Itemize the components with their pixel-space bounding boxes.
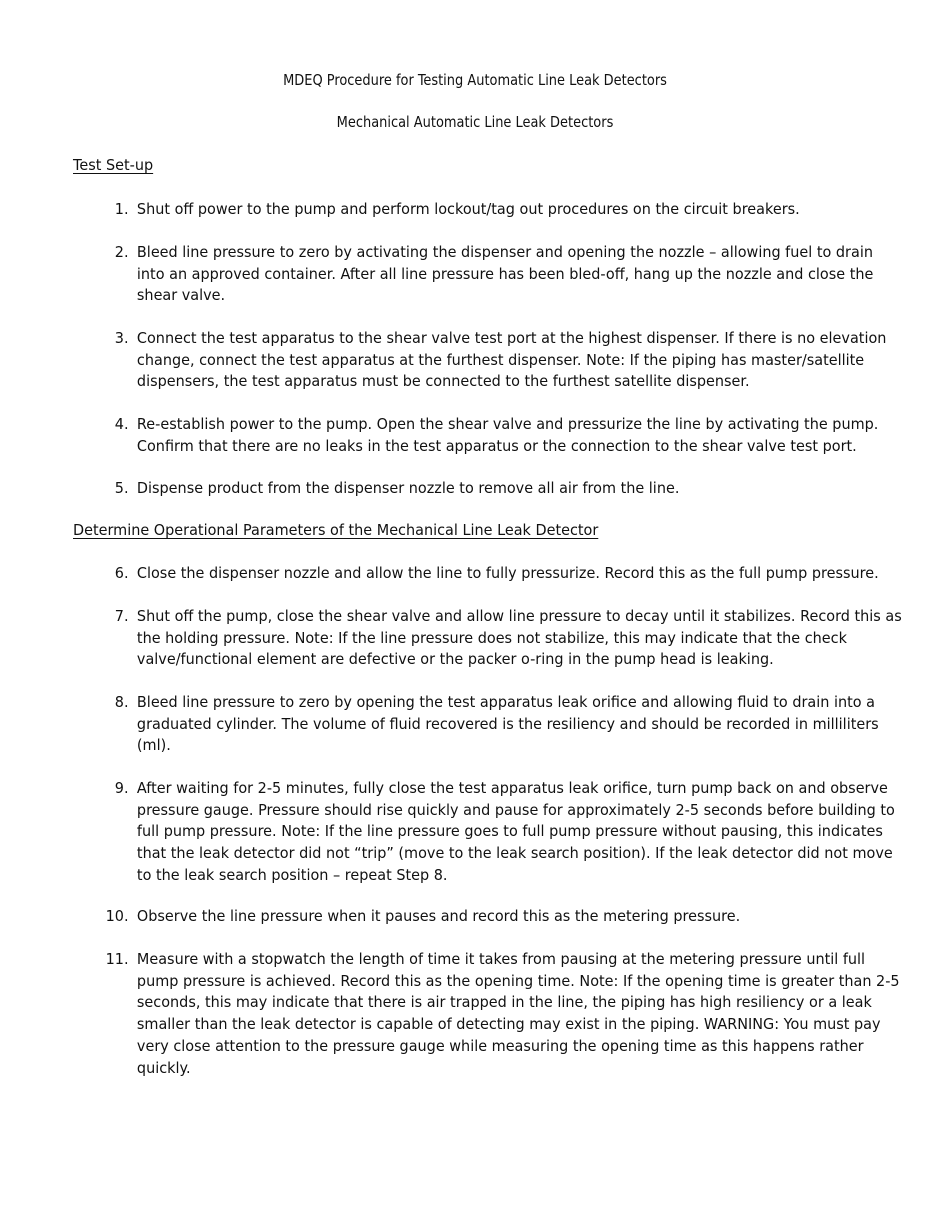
procedure-step xyxy=(96,949,905,1079)
step-number: 8. xyxy=(114,693,129,711)
procedure-step xyxy=(96,563,905,585)
step-text: Dispense product from the dispenser nozzle to remove all air from the line. xyxy=(136,479,680,497)
step-number: 4. xyxy=(114,415,129,433)
procedure-step xyxy=(96,778,905,887)
procedure-step xyxy=(96,242,905,307)
document-title: MDEQ Procedure for Testing Automatic Line Leak Detectors xyxy=(283,71,667,89)
step-number: 7. xyxy=(114,607,129,625)
step-number: 10. xyxy=(105,907,129,925)
document-subtitle: Mechanical Automatic Line Leak Detectors xyxy=(336,113,614,131)
procedure-step xyxy=(96,906,905,928)
step-number: 9. xyxy=(114,779,129,797)
procedure-step xyxy=(96,199,905,221)
step-number: 5. xyxy=(114,479,129,497)
step-text: Connect the test apparatus to the shear valve test port at the highest dispenser. If there is no elevation change, connect the test apparatus at the furthest dispenser. Note: If the piping has master/satellite dispensers, the test apparatus must be connected to the furthest satellite dispenser. xyxy=(136,329,887,391)
step-text: Shut off power to the pump and perform lockout/tag out procedures on the circuit breakers. xyxy=(136,200,800,218)
procedure-step xyxy=(96,478,905,500)
procedure-step xyxy=(96,414,905,457)
step-text: Bleed line pressure to zero by opening the test apparatus leak orifice and allowing fluid to drain into a graduated cylinder. The volume of fluid recovered is the resiliency and should be recorded in milliliters (ml). xyxy=(136,693,879,755)
procedure-step xyxy=(96,692,905,757)
step-text: Shut off the pump, close the shear valve and allow line pressure to decay until it stabilizes. Record this as the holding pressure. Note: If the line pressure does not stabilize, this may indicate that the check valve/functional element are defective or the packer o-ring in the pump head is leaking. xyxy=(136,607,902,669)
section-heading-operational-parameters: Determine Operational Parameters of the Mechanical Line Leak Detector xyxy=(73,521,599,539)
step-number: 11. xyxy=(105,950,129,968)
step-text: Observe the line pressure when it pauses and record this as the metering pressure. xyxy=(136,907,741,925)
step-number: 2. xyxy=(114,243,129,261)
section-heading-test-setup: Test Set-up xyxy=(73,156,154,174)
step-number: 3. xyxy=(114,329,129,347)
step-number: 6. xyxy=(114,564,129,582)
procedure-step xyxy=(96,328,905,393)
step-text: Measure with a stopwatch the length of time it takes from pausing at the metering pressure until full pump pressure is achieved. Record this as the opening time. Note: If the opening time is greater than 2-5 seconds, this may indicate that there is air trapped in the line, the piping has high resiliency or a leak smaller than the leak detector is capable of detecting may exist in the piping. WARNING: You must pay very close attention to the pressure gauge while measuring the opening time as this happens rather quickly. xyxy=(136,950,900,1077)
step-text: Re-establish power to the pump. Open the shear valve and pressurize the line by activating the pump. Confirm that there are no leaks in the test apparatus or the connection to the shear valve test port. xyxy=(136,415,879,455)
step-text: After waiting for 2-5 minutes, fully close the test apparatus leak orifice, turn pump back on and observe pressure gauge. Pressure should rise quickly and pause for approximately 2-5 seconds before building to full pump pressure. Note: If the line pressure goes to full pump pressure without pausing, this indicates that the leak detector did not “trip” (move to the leak search position). If the leak detector did not move to the leak search position – repeat Step 8. xyxy=(136,779,895,884)
step-number: 1. xyxy=(114,200,129,218)
step-text: Bleed line pressure to zero by activating the dispenser and opening the nozzle – allowing fuel to drain into an approved container. After all line pressure has been bled-off, hang up the nozzle and close the shear valve. xyxy=(136,243,874,305)
procedure-step xyxy=(96,606,905,671)
step-text: Close the dispenser nozzle and allow the line to fully pressurize. Record this as the full pump pressure. xyxy=(136,564,879,582)
